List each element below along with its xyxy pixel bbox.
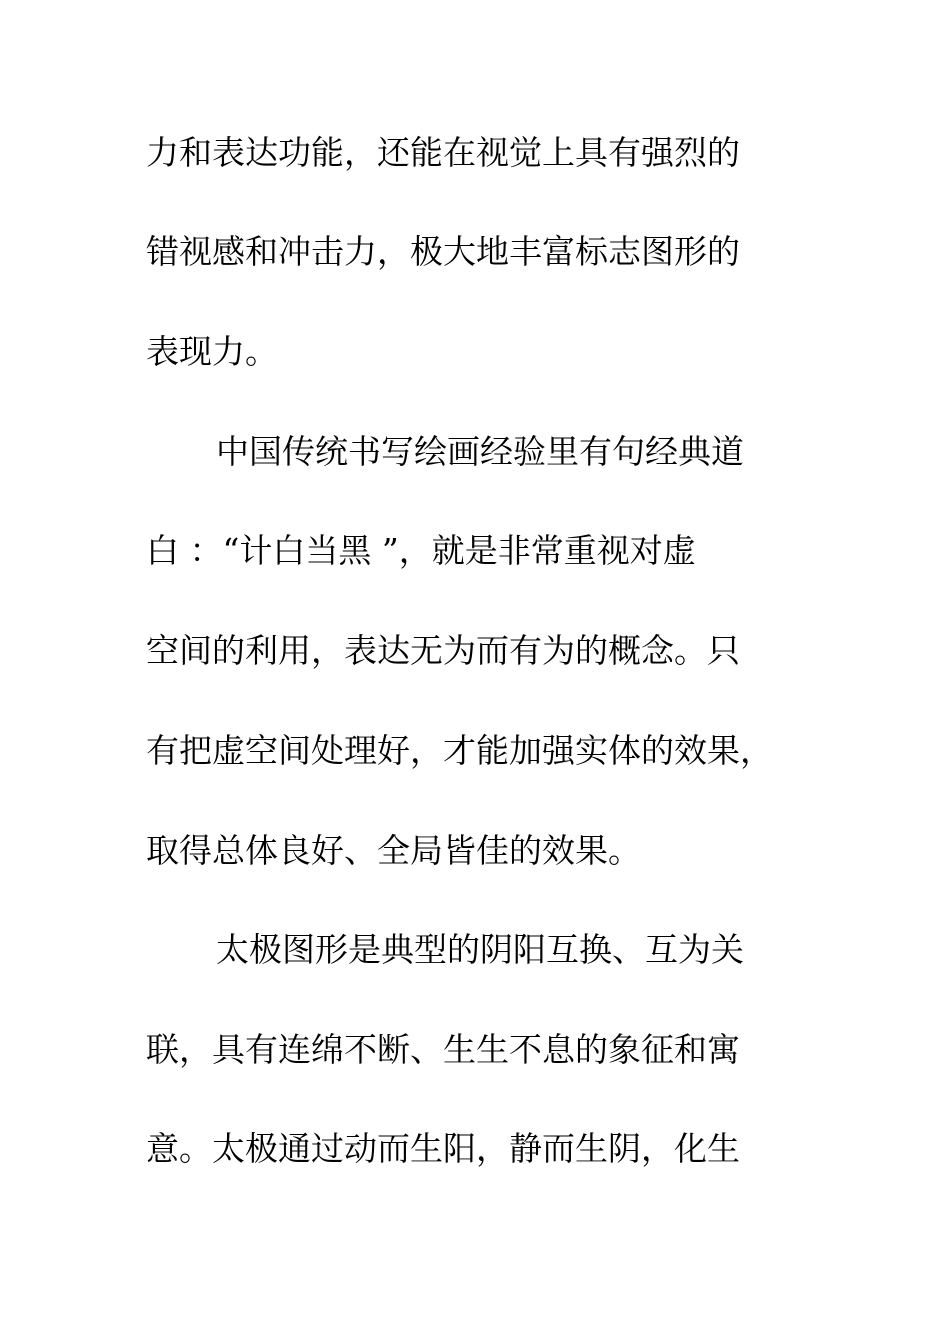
text-line-1: 力和表达功能，还能在视觉上具有强烈的 <box>146 133 740 172</box>
text-line-4-paragraph-start: 中国传统书写绘画经验里有句经典道 <box>216 432 744 471</box>
text-line-10: 联，具有连绵不断、生生不息的象征和寓 <box>146 1030 740 1069</box>
text-line-2: 错视感和冲击力，极大地丰富标志图形的 <box>146 232 740 271</box>
text-line-6: 空间的利用，表达无为而有为的概念。只 <box>146 631 740 670</box>
text-line-11: 意。太极通过动而生阳，静而生阴，化生 <box>146 1129 740 1168</box>
text-line-5: 白 ：“计白当黑 ”，就是非常重视对虚 <box>146 531 696 570</box>
text-line-7: 有把虚空间处理好，才能加强实体的效果， <box>146 731 773 770</box>
text-line-3: 表现力。 <box>146 332 278 371</box>
text-line-8: 取得总体良好、全局皆佳的效果。 <box>146 831 641 870</box>
text-line-9-paragraph-start: 太极图形是典型的阴阳互换、互为关 <box>216 930 744 969</box>
